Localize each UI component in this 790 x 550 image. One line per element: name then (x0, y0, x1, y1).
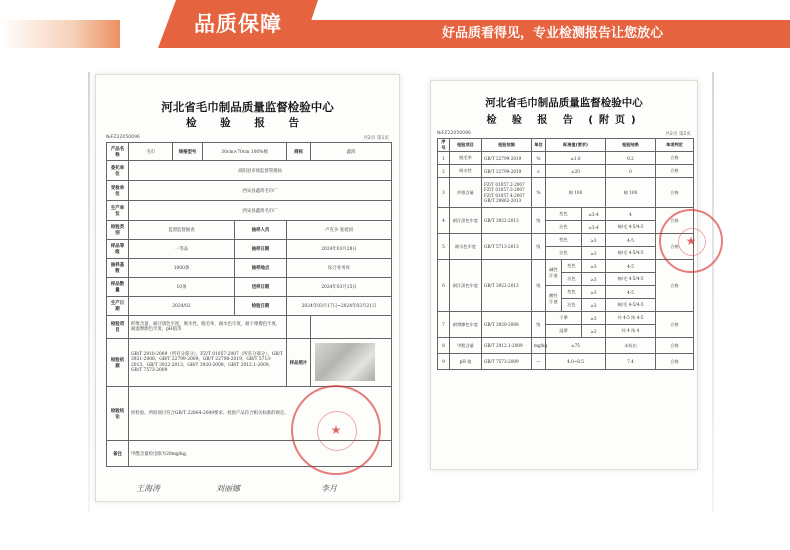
cell-value: 经检验，所检项目符合GB/T 22864-2009要求。检验产品符合相关标准的规定。 (129, 387, 392, 441)
cell-sub-label: 沾色 (546, 247, 582, 260)
cell-no: 5 (438, 234, 450, 260)
table-row (438, 312, 694, 325)
header-cell: 检验依据 (482, 139, 532, 152)
cell-basis: FZ/T 01057.2-2007 FZ/T 01057.3-2007 FZ/T 01057.4-2007 GB/T 29862-2013 (482, 178, 532, 208)
fold-line (88, 72, 90, 512)
table-row (107, 297, 392, 316)
cell-item: 脱毛率 (450, 152, 482, 165)
seal-star-icon: ★ (330, 423, 342, 437)
cell-unit: 级 (532, 208, 546, 234)
inspection-report-page-2 (430, 80, 698, 470)
cell-basis: GB/T 2912.1-2009 (482, 338, 532, 354)
cell-label: 产品名称 (107, 143, 129, 161)
cell-unit: 级 (532, 260, 546, 312)
inspection-report-page-1 (95, 74, 400, 502)
cell-value (311, 316, 392, 339)
cell-label: 送样日期 (235, 278, 287, 297)
cell-req: ≤75 (546, 338, 606, 354)
editor-signature: 李月 (321, 484, 337, 493)
cell-value: 2024年03月28日 (287, 240, 392, 259)
cell-value: 西宋县鑫鸿毛巾厂 (129, 181, 392, 201)
cell-result: 4-5 (606, 234, 656, 247)
banner-subtitle: 好品质看得见，专业检测报告让您放心 (441, 26, 663, 41)
cell-label: 备注 (107, 441, 129, 467)
banner-fade (0, 0, 120, 52)
cell-no: 8 (438, 338, 450, 354)
cell-label: 检验依据 (107, 339, 129, 387)
cell-value: 10条 (129, 278, 235, 297)
header-cell: 序号 (438, 139, 450, 152)
cell-value: 一等品 (129, 240, 235, 259)
cell-label: 样品照片 (287, 339, 311, 387)
cell-value: 2024/02 (129, 297, 235, 316)
cell-verdict: 合格 (656, 338, 694, 354)
cell-group: 碱性汗液 (546, 260, 562, 286)
cell-req: 棉 100 (546, 178, 606, 208)
cell-req: ≥3 (582, 260, 606, 273)
cell-label: 规格型号 (173, 143, 203, 161)
cell-item: 吸水性 (450, 165, 482, 178)
sample-photo (315, 343, 375, 381)
cell-req: ≥3-4 (582, 208, 606, 221)
cell-label: 样品数量 (107, 278, 129, 297)
cell-no: 2 (438, 165, 450, 178)
report-number: №FZ22050096 (437, 131, 471, 136)
table-row (107, 278, 392, 297)
cell-result: 4-5 (606, 286, 656, 299)
cell-verdict: 合格 (656, 260, 694, 312)
page-number: 共2页 第2页 (665, 132, 691, 137)
cell-verdict: 合格 (656, 178, 694, 208)
table-row (107, 143, 392, 161)
cell-basis: GB/T 22799-2019 (482, 152, 532, 165)
cell-no: 3 (438, 178, 450, 208)
cell-value: 监督监督抽查 (129, 221, 235, 240)
cell-label: 商标 (287, 143, 311, 161)
cell-result: 0 (606, 165, 656, 178)
cell-basis: GB/T 3920-2008 (482, 312, 532, 338)
cell-result: 0.2 (606, 152, 656, 165)
cell-sub-label: 沾色 (562, 273, 582, 286)
cell-value: 西宋县鑫鸿毛巾厂 (129, 201, 392, 221)
cell-sub-label: 干摩 (546, 312, 582, 325)
cell-result: 棉/毛 4-5/4-5 (606, 273, 656, 286)
table-row (107, 201, 392, 221)
cell-label: 检验日期 (235, 297, 287, 316)
cell-item: 耐汗渍色牢度 (450, 208, 482, 234)
table-row (438, 165, 694, 178)
cell-item: pH 值 (450, 354, 482, 370)
cell-sub-label: 变色 (562, 260, 582, 273)
cell-req: ≥3-4 (582, 221, 606, 234)
header-cell: 检验结果 (606, 139, 656, 152)
cell-unit: 级 (532, 234, 546, 260)
cell-value: 卢克争 张爱国 (287, 221, 392, 240)
cell-req: ≥3 (582, 286, 606, 299)
cell-basis: GB/T 3922-2013 (482, 260, 532, 312)
cell-sub-label: 变色 (546, 234, 582, 247)
reviewer-signature: 刘丽娜 (216, 484, 240, 493)
report-title: 检 验 报 告 (附页) (486, 115, 642, 126)
cell-value: 2024年03月15日 (287, 278, 392, 297)
cell-result: 经 4-5 纬 4-5 (606, 312, 656, 325)
cell-unit: % (532, 178, 546, 208)
header-cell: 单位 (532, 139, 546, 152)
cell-unit: mg/kg (532, 338, 546, 354)
table-row (107, 240, 392, 259)
header-cell: 单项判定 (656, 139, 694, 152)
cell-value: 2024年03月17日~2024年03月21日 (287, 297, 392, 316)
cell-verdict: 合格 (656, 152, 694, 165)
cell-result: 4 (606, 208, 656, 221)
cell-unit: — (532, 354, 546, 370)
cell-value: 鑫鸿 (311, 143, 392, 161)
cell-no: 6 (438, 260, 450, 312)
cell-result: 棉/毛 4-5/4-5 (606, 299, 656, 312)
report-title: 检 验 报 告 (186, 117, 309, 129)
cell-no: 4 (438, 208, 450, 234)
table-row (438, 338, 694, 354)
fold-line (712, 72, 714, 512)
cell-item: 耐汗渍色牢度 (450, 260, 482, 312)
table-row (107, 339, 392, 387)
cell-req: ≥3 (582, 325, 606, 338)
cell-result: 棉/毛 4-5/4-5 (606, 221, 656, 234)
report-results-table (437, 138, 694, 370)
table-row (438, 178, 694, 208)
cell-label: 抽样地点 (235, 259, 287, 278)
cell-sub-label: 变色 (546, 208, 582, 221)
table-row (107, 259, 392, 278)
header-cell: 检验项目 (450, 139, 482, 152)
cell-value: 综合业务库 (287, 259, 392, 278)
cell-label: 检验结论 (107, 387, 129, 441)
cell-label: 抽样人员 (235, 221, 287, 240)
cell-no: 9 (438, 354, 450, 370)
table-row (107, 316, 392, 339)
cell-result: 经 4 纬 4 (606, 325, 656, 338)
cell-value: 1000条 (129, 259, 235, 278)
cell-req: ≥3 (582, 234, 606, 247)
cell-label: 抽样日期 (235, 240, 287, 259)
approver-signature: 王海涛 (136, 484, 160, 493)
cell-no: 1 (438, 152, 450, 165)
cell-value: 毛巾 (129, 143, 173, 161)
cell-label: 抽样基数 (107, 259, 129, 278)
center-name: 河北省毛巾制品质量监督检验中心 (161, 100, 334, 114)
cell-no: 7 (438, 312, 450, 338)
center-name: 河北省毛巾制品质量监督检验中心 (485, 97, 643, 109)
cell-req: ≤1.0 (546, 152, 606, 165)
cell-result: 4-5 (606, 260, 656, 273)
cell-sub-label: 变色 (562, 286, 582, 299)
cell-result: 7.4 (606, 354, 656, 370)
official-seal (291, 385, 381, 475)
cell-result: 棉 100 (606, 178, 656, 208)
cell-verdict: 合格 (656, 208, 694, 234)
cell-label: 生产单位 (107, 201, 129, 221)
cell-result: 未检出 (606, 338, 656, 354)
cell-req: 4.0~8.5 (546, 354, 606, 370)
cell-label: 样品等级 (107, 240, 129, 259)
cell-req: ≥3 (582, 312, 606, 325)
cell-verdict: 合格 (656, 354, 694, 370)
table-row (107, 181, 392, 201)
header-cell: 标准值(要求) (546, 139, 606, 152)
cell-sub-label: 湿摩 (546, 325, 582, 338)
cell-value: GB/T 2910-2009（所有分部分）、FZ/T 01057-2007（所有分部分）、GB/T 3921-2008、GB/T 22799-2009、GB/T 22798-2019、GB/T 5713-2013、GB/T 3922-2013、GB/T 3920-2008、GB/T 2912.1-2009、GB/T 7573-2009 (129, 339, 287, 387)
table-row (438, 354, 694, 370)
table-row (438, 260, 694, 273)
table-header-row (438, 139, 694, 152)
cell-basis: GB/T 7573-2009 (482, 354, 532, 370)
official-seal (659, 209, 723, 273)
cell-label: 受检单位 (107, 181, 129, 201)
seal-star-icon: ★ (685, 234, 697, 248)
cell-sub-label: 沾色 (546, 221, 582, 234)
cell-basis: GB/T 22799-2019 (482, 165, 532, 178)
cell-label: 检验类别 (107, 221, 129, 240)
cell-item: 纤维含量 (450, 178, 482, 208)
cell-label: 检验项目 (107, 316, 129, 339)
cell-verdict: 合格 (656, 312, 694, 338)
cell-req: ≥3 (582, 247, 606, 260)
banner-title: 品质保障 (194, 12, 282, 36)
table-row (438, 152, 694, 165)
cell-value: 高阳县市场监督管理局 (129, 161, 392, 181)
table-row (107, 221, 392, 240)
header-banner (0, 0, 790, 52)
table-row (438, 234, 694, 247)
cell-unit: 级 (532, 312, 546, 338)
cell-req: ≥3 (582, 299, 606, 312)
cell-item: 甲醛含量 (450, 338, 482, 354)
cell-basis: GB/T 3922-2013 (482, 208, 532, 234)
cell-sub-label: 沾色 (562, 299, 582, 312)
cell-req: ≤20 (546, 165, 606, 178)
cell-value: 甲醛含量检出限为20mg/kg。 (129, 441, 392, 467)
cell-unit: % (532, 152, 546, 165)
cell-item: 耐水色牢度 (450, 234, 482, 260)
cell-group: 酸性汗液 (546, 286, 562, 312)
page-number: 共2页 第1页 (363, 136, 389, 141)
report-number: №FZ22050096 (106, 135, 140, 140)
cell-result: 棉/毛 4-5/4-5 (606, 247, 656, 260)
cell-value: 纤维含量，耐汗渍色牢度，吸水性，脱毛率，耐水色牢度，耐干摩擦色牢度，耐湿摩擦色牢度，pH值等 (129, 316, 287, 339)
cell-photo (311, 339, 392, 387)
cell-verdict: 合格 (656, 165, 694, 178)
table-row (438, 208, 694, 221)
cell-item: 耐摩擦色牢度 (450, 312, 482, 338)
cell-verdict: 合格 (656, 234, 694, 260)
cell-req: ≥3 (582, 273, 606, 286)
table-row (107, 161, 392, 181)
cell-basis: GB/T 5713-2013 (482, 234, 532, 260)
cell-value: 30cm×70cm 100%棉 (203, 143, 287, 161)
cell-label: 生产日期 (107, 297, 129, 316)
cell-label: 委托单位 (107, 161, 129, 181)
cell-unit: s (532, 165, 546, 178)
cell-label (287, 316, 311, 339)
